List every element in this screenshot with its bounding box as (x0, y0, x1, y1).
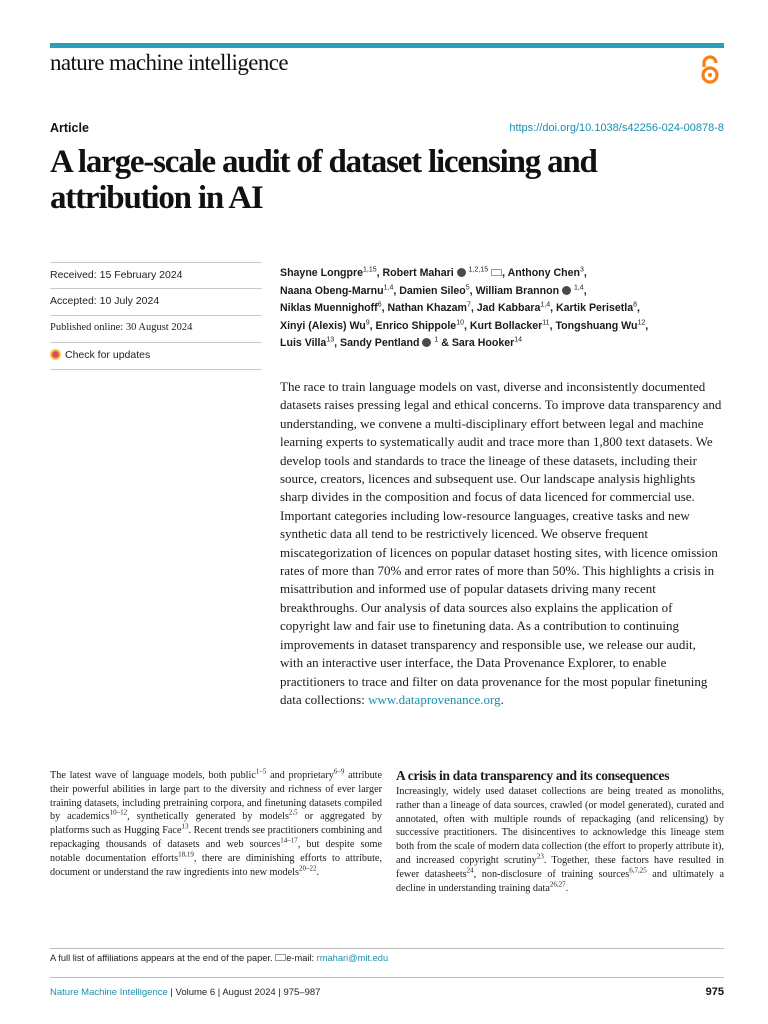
author-affiliation: 1,4 (573, 283, 584, 291)
citation-ref[interactable]: 6,7,25 (629, 866, 647, 875)
body-text: . (316, 866, 320, 878)
author-name[interactable]: Tongshuang Wu (555, 319, 638, 332)
footer-journal-link[interactable]: Nature Machine Intelligence (50, 987, 168, 998)
body-text: and proprietary (266, 770, 334, 781)
author-affiliation: 1 (434, 336, 439, 344)
author-name[interactable]: Luis Villa (280, 337, 327, 349)
author-name[interactable]: Robert Mahari (382, 267, 454, 279)
body-column-right (396, 767, 724, 895)
doi-link[interactable]: https://doi.org/10.1038/s42256-024-00878-8 (509, 122, 724, 134)
orcid-icon[interactable] (562, 286, 571, 295)
author-affiliation: 1,15 (363, 266, 377, 274)
author-affiliation: 1,2,15 (468, 266, 489, 274)
email-icon (275, 954, 286, 961)
check-updates-button[interactable] (50, 343, 262, 370)
footnote (50, 953, 388, 963)
body-text: . (565, 882, 569, 894)
author-name[interactable]: Xinyi (Alexis) Wu (280, 319, 366, 332)
email-link[interactable]: rmahari@mit.edu (316, 953, 389, 963)
citation-ref[interactable]: 26,27 (549, 880, 566, 889)
check-updates-label: Check for updates (65, 349, 151, 361)
citation-ref[interactable]: 14–17 (280, 836, 298, 845)
author-name[interactable]: Kurt Bollacker (469, 319, 543, 332)
section-heading: A crisis in data transparency and its consequences (396, 768, 670, 783)
author-affiliation: 6 (377, 301, 382, 309)
author-affiliation: 7 (466, 301, 471, 309)
author-affiliation: 12 (637, 318, 646, 326)
received-date: Received: 15 February 2024 (50, 262, 262, 289)
footnote-text: A full list of affiliations appears at the end of the paper. (50, 953, 273, 963)
published-date: Published online: 30 August 2024 (50, 316, 262, 343)
author-name[interactable]: Anthony Chen (507, 267, 580, 279)
footer-divider (50, 977, 724, 978)
body-text: attribute their powerful abilities in large part to the diversity and richness of ever larger training datasets, including pretraining corpora, and finetuning datasets compiled by academics (50, 770, 383, 823)
body-text: The latest wave of language models, both public (50, 770, 256, 781)
open-access-icon[interactable] (698, 55, 722, 85)
author-name[interactable]: Kartik Perisetla (555, 302, 634, 314)
author-name[interactable]: Sara Hooker (451, 337, 515, 349)
body-text: and ultimately a decline in understanding training data (396, 868, 724, 894)
abstract (280, 378, 722, 709)
author-name[interactable]: Jad Kabbara (476, 302, 541, 314)
accepted-date: Accepted: 10 July 2024 (50, 289, 262, 316)
citation-ref[interactable]: 1–5 (255, 767, 267, 776)
author-name[interactable]: Sandy Pentland (340, 337, 420, 349)
article-dates (50, 262, 262, 370)
body-text: , synthetically generated by models (127, 811, 289, 823)
author-affiliation: 5 (465, 283, 470, 291)
page-footer (50, 987, 320, 998)
citation-ref[interactable]: 6–9 (333, 767, 345, 776)
email-label: e-mail: (286, 953, 317, 963)
citation-ref[interactable]: 2,5 (288, 809, 298, 817)
citation-ref[interactable]: 13 (181, 822, 189, 831)
body-text: , there are diminishing efforts to attribute, document or understand the raw ingredients into new models (50, 852, 383, 878)
author-name[interactable]: Naana Obeng-Marnu (280, 284, 384, 297)
orcid-icon[interactable] (422, 338, 431, 347)
header-accent-bar (50, 43, 724, 48)
email-icon[interactable] (491, 269, 502, 276)
body-paragraph (50, 769, 382, 879)
article-title: A large-scale audit of dataset licensing and attribution in AI (50, 144, 597, 216)
citation-ref[interactable]: 10–12 (109, 809, 128, 817)
body-text: , but despite some notable documentation efforts (50, 838, 382, 864)
article-type-label: Article (50, 121, 89, 135)
author-affiliation: 8 (633, 301, 638, 309)
orcid-icon[interactable] (457, 268, 466, 277)
check-updates-icon (50, 349, 61, 360)
body-text: Increasingly, widely used dataset collections are being treated as monoliths, rather than a lineage of data sources, crawled (or model generated), curated and annotated, often with multiple rounds of repackaging (and relicensing) by successive practitioners. The disincentives to acknowledge this lineage stem both from the scale of modern data collection (the effort to properly attribute it), and increased copyright scrutiny (396, 786, 724, 866)
author-name[interactable]: Shayne Longpre (280, 267, 363, 279)
author-name[interactable]: William Brannon (475, 284, 560, 297)
author-affiliation: 14 (514, 336, 523, 344)
author-affiliation: 9 (365, 318, 370, 326)
website-link[interactable]: www.dataprovenance.org (368, 691, 501, 707)
author-affiliation: 11 (542, 318, 550, 326)
journal-name[interactable]: nature machine intelligence (50, 50, 288, 75)
author-name[interactable]: Enrico Shippole (375, 319, 457, 332)
author-name[interactable]: Damien Sileo (399, 284, 466, 297)
author-affiliation: 10 (456, 318, 464, 326)
citation-ref[interactable]: 24 (466, 866, 474, 875)
citation-ref[interactable]: 20–22 (298, 864, 317, 873)
body-text: , non-disclosure of training sources (473, 868, 630, 880)
page-number: 975 (705, 986, 724, 998)
author-name[interactable]: Niklas Muennighoff (280, 302, 378, 314)
author-name[interactable]: Nathan Khazam (387, 302, 467, 314)
author-affiliation: 3 (579, 266, 584, 274)
body-column-left (50, 769, 382, 879)
body-paragraph (396, 785, 724, 895)
citation-ref[interactable]: 23 (536, 852, 544, 861)
body-text: . Recent trends see practitioners combining and repackaging thousands of datasets and web sources (50, 825, 382, 850)
body-text: . Together, these factors have resulted in fewer datasheets (396, 854, 724, 880)
abstract-text: The race to train language models on vast, diverse and inconsistently documented datasets raises pressing legal and ethical concerns. To improve data transparency and understanding, we convene a multi-disciplinary effort between legal and machine learning experts to systematically audit and trace more than 1,800 text datasets. We develop tools and standards to trace the lineage of these datasets, including their source, creators, licences and subsequent use. Our landscape analysis highlights sharp divides in the composition and focus of data licenced for commercial use. Important categories including low-resource languages, creative tasks and new synthetic data all tend to be restrictively licenced. We observe frequent miscategorization of licences on popular dataset hosting sites, with licence omission rates of more than 70% and error rates of more than 50%. This highlights a crisis in misattribution and informed use of popular datasets driving many recent breakthroughs. Our analysis of data sources also explains the application of copyright law and fair use to finetuning data. As a contribution to continuing improvements in dataset transparency and responsible use, we release our audit, with an interactive user interface, the Data Provenance Explorer, to enable practitioners to trace and filter on data provenance for the most popular finetuning data collections: (280, 379, 722, 707)
author-affiliation: 13 (326, 336, 335, 344)
footer-details: | Volume 6 | August 2024 | 975–987 (167, 987, 321, 998)
author-affiliation: 1,4 (383, 283, 394, 291)
abstract-end: . (500, 691, 504, 707)
footnote-divider (50, 948, 724, 949)
author-affiliation: 1,4 (540, 301, 551, 309)
citation-ref[interactable]: 18,19 (178, 850, 194, 859)
author-list: Shayne Longpre$^{1,15}$, Robert Mahari $^{1,2,15}$ , Anthony Chen$^3$, Naana Obeng-Marnu$^{1,4}$, Damien Sileo$^5$, William Brannon $^{1,4}$, Niklas Muennighoff$^6$, Nathan Khazam$^7$, Jad Kabbara$^{1,4}$, Kartik Perisetla$^8$, Xinyi (Alexis) Wu$^9$, Enrico Shippole$^{10}$, Kurt Bollacker$^{11}$, Tongshuang Wu$^{12}$, Luis Villa$^{13}$, Sandy Pentland $^1$ & Sara Hooker$^{14}$ (280, 266, 649, 349)
body-text: or aggregated by platforms such as Hugging Face (50, 811, 383, 837)
